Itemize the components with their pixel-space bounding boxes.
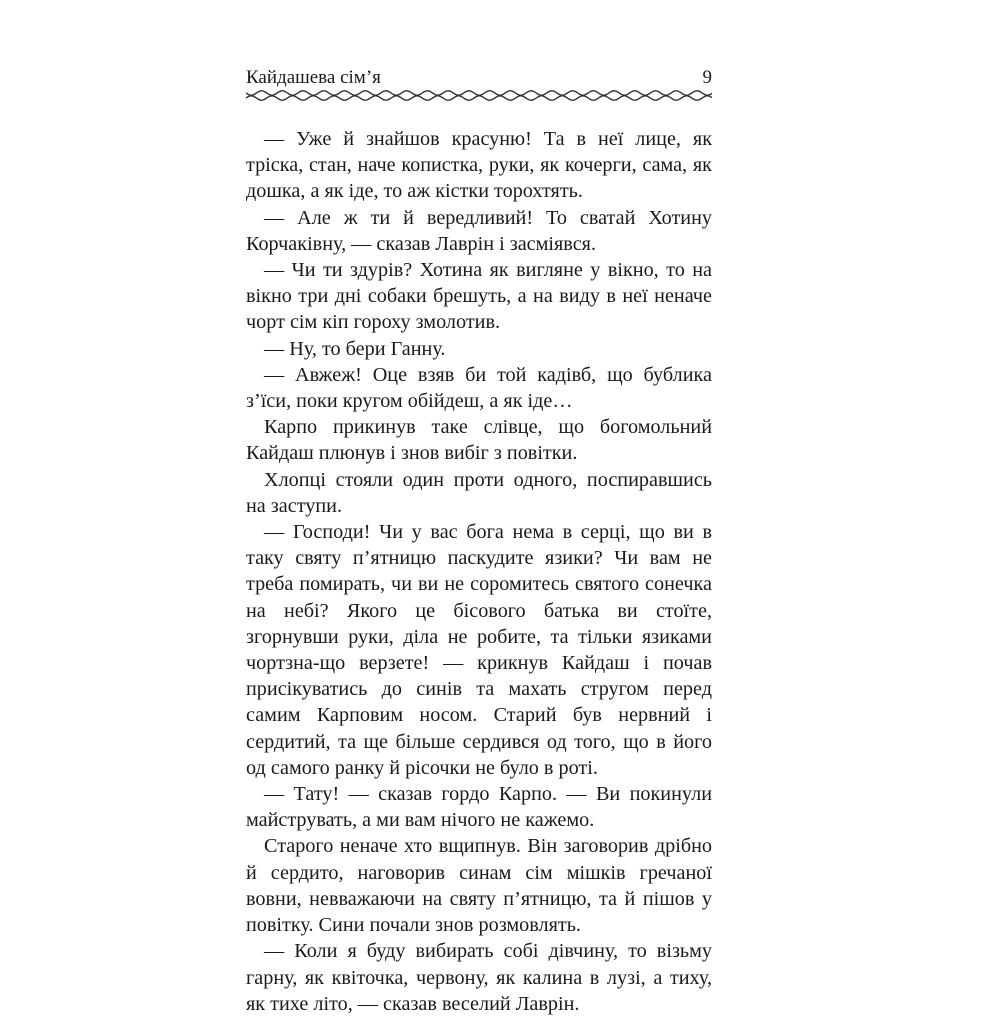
running-header xyxy=(246,66,712,90)
paragraph: — Але ж ти й вередливий! То сватай Хотину Корчаківну, — сказав Лаврін і засміявся. xyxy=(246,206,712,255)
paragraph: Старого неначе хто вщипнув. Він заговорив дрібно й сердито, наговорив синам сім мішків гречаної вовни, невважаючи на святу п’ятницю, та й пішов у повітку. Сини почали знов розмовлять. xyxy=(246,835,712,937)
paragraph: — Авжеж! Оце взяв би той кадівб, що бублика з’їси, поки кругом обійдеш, а як іде… xyxy=(246,363,712,413)
paragraph: Хлопці стояли один проти одного, поспиравшись на заступи. xyxy=(246,468,712,517)
paragraph: Карпо прикинув таке слівце, що богомольний Кайдаш плюнув і знов вибіг з повітки. xyxy=(246,416,712,465)
paragraph: — Тату! — сказав гордо Карпо. — Ви покинули майструвать, а ми вам нічого не кажемо. xyxy=(246,783,712,832)
paragraph: — Коли я буду вибирать собі дівчину, то візьму гарну, як квіточка, червону, як калина в лузі, а тиху, як тихе літо, — сказав веселий Лаврін. xyxy=(246,940,712,1015)
page-number: 9 xyxy=(702,67,712,88)
paragraph: — Уже й знайшов красуню! Та в неї лице, як тріска, стан, наче копистка, руки, як кочерги, сама, як дошка, а як іде, то аж кістки торохтять. xyxy=(246,128,712,203)
book-title: Кайдашева сім’я xyxy=(246,67,381,88)
page-text xyxy=(246,126,712,1017)
paragraph: — Ну, то бери Ганну. xyxy=(264,337,446,360)
paragraph: — Господи! Чи у вас бога нема в серці, що ви в таку святу п’ятницю паскудите язики? Чи вам не треба помирать, чи ви не соромитесь святого сонечка на небі? Якого це бісового батька ви стоїте, згорнувши руки, діла не робите, та тільки язиками чортзна-що верзете! — крикнув Кайдаш і почав присікуватись до синів та махать стругом перед самим Карповим носом. Старий був нервний і сердитий, та ще більше сердився од того, що в його од самого ранку й рісочки не було в роті. xyxy=(246,521,712,779)
wavy-divider xyxy=(246,89,712,103)
paragraph: — Чи ти здурів? Хотина як вигляне у вікно, то на вікно три дні собаки брешуть, а на виду в неї неначе чорт сім кіп гороху змолотив. xyxy=(246,259,712,334)
